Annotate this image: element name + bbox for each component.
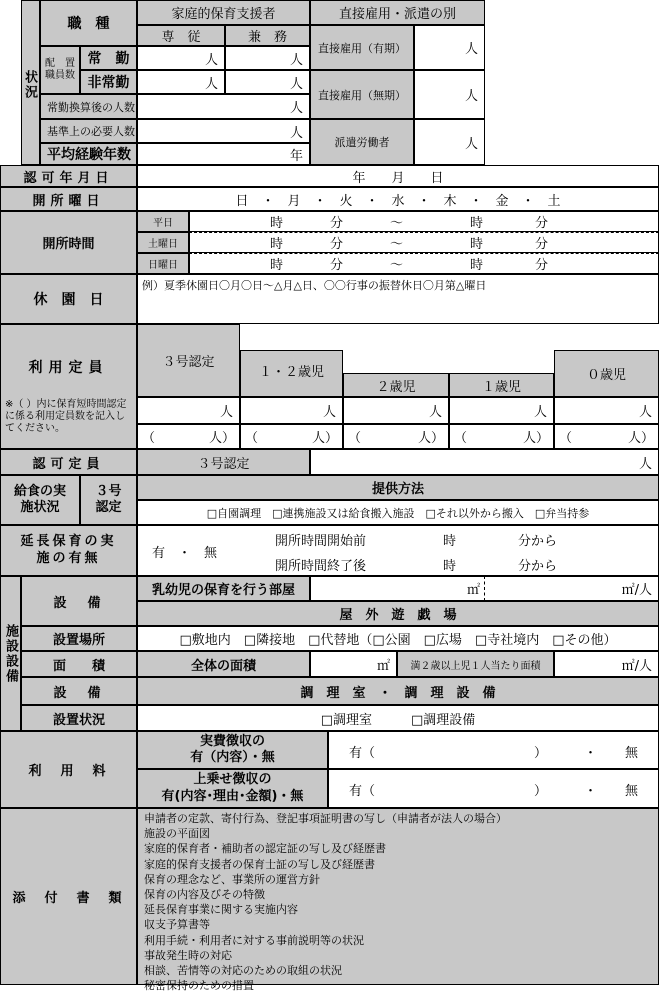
hour-unit: 時 (443, 534, 457, 549)
minute-unit: 分 (535, 237, 549, 252)
hour-unit: 時 (470, 216, 484, 231)
actual-cost-label: 実費徴収の 有（内容）・無 (137, 731, 328, 769)
hour-unit: 時 (270, 216, 284, 231)
minute-from-unit: 分から (518, 534, 558, 549)
meals-cert3-label: ３号 認定 (80, 475, 137, 525)
attachment-item: 家庭的保育支援者の保育士証の写し及び経歴書 (144, 857, 375, 871)
hour-unit: 時 (270, 258, 284, 273)
minute-unit: 分 (535, 258, 549, 273)
per-child-area-label: 満２歳以上児１人当たり面積 (397, 651, 554, 677)
job-type-header: 職 種 (40, 0, 137, 46)
meals-label: 給食の実施状況 (0, 475, 80, 525)
full-time-concurrent-field[interactable]: 人 (225, 46, 310, 70)
dot: ・ (584, 784, 598, 799)
weekday-label: 平日 (137, 211, 189, 232)
employment-header: 直接雇用・派遣の別 (310, 0, 485, 25)
avg-exp-field[interactable]: 年 (137, 143, 310, 165)
attachment-item: 保育の内容及びその特徴 (144, 888, 265, 902)
direct-open-field[interactable]: 人 (414, 70, 485, 119)
section-status-label: 状況 (21, 0, 40, 165)
part-time-concurrent-field[interactable]: 人 (225, 70, 310, 94)
attachment-item: 収支予算書等 (144, 918, 210, 932)
kitchen-header: 調 理 室 ・ 調 理 設 備 (137, 677, 659, 705)
extended-after-label: 開所時間終了後 (275, 559, 367, 574)
age0-header: ０歳児 (554, 350, 659, 397)
install-status-label: 設置状況 (21, 705, 137, 731)
location-options-field[interactable]: □敷地内 □隣接地 □代替地（□公園 □広場 □寺社境内 □その他） (137, 626, 659, 651)
hour-unit: 時 (443, 559, 457, 574)
unit: 人 (219, 405, 233, 420)
age1-header: １歳児 (449, 373, 554, 397)
total-area-field[interactable]: ㎡ (310, 651, 397, 677)
infant-room-area-field[interactable] (310, 576, 485, 601)
holiday-example: 例）夏季休園日〇月〇日〜△月△日、〇〇行事の振替休日〇月第△曜日 (142, 279, 487, 292)
sunday-label: 日曜日 (137, 253, 189, 274)
minute-unit: 分 (330, 216, 344, 231)
unit: 人 (638, 405, 652, 420)
direct-open-label: 直接雇用（無期） (310, 70, 414, 119)
attachment-item: 相談、苦情等の対応のための取組の状況 (144, 964, 342, 978)
open-days-label: 開所曜日 (0, 187, 137, 211)
paren-open: （ (142, 431, 156, 446)
tilde: 〜 (390, 237, 404, 252)
meals-options-field[interactable]: □自園調理 □連携施設又は給食搬入施設 □それ以外から搬入 □弁当持参 (137, 500, 659, 525)
unit: 人 (322, 405, 336, 420)
dispatch-field[interactable]: 人 (414, 119, 485, 165)
age12-short-field[interactable] (240, 424, 343, 449)
area-label: 面 積 (21, 651, 137, 677)
provider-header: 家庭的保育支援者 (137, 0, 310, 25)
age1-short-field[interactable] (449, 424, 554, 449)
paren-close: 人） (522, 431, 549, 446)
dispatch-label: 派遣労働者 (310, 119, 414, 165)
sunday-hours-row[interactable] (189, 253, 659, 274)
fees-label: 利 用 料 (0, 731, 137, 808)
dot: ・ (584, 746, 598, 761)
hour-unit: 時 (270, 237, 284, 252)
age2-short-field[interactable] (343, 424, 449, 449)
staff-count-label: 配 置 職員数 (40, 46, 80, 94)
paren-open: （ (559, 431, 573, 446)
infant-room-label: 乳幼児の保育を行う部屋 (137, 576, 310, 601)
paren-open: （ (245, 431, 259, 446)
minute-unit: 分 (330, 237, 344, 252)
age12-capacity-field[interactable] (240, 397, 343, 424)
saturday-hours-row[interactable] (189, 232, 659, 253)
attachment-item: 利用手続・利用者に対する事前説明等の状況 (144, 933, 364, 947)
age0-short-field[interactable] (554, 424, 659, 449)
location-label: 設置場所 (21, 626, 137, 651)
attachment-item: 延長保育事業に関する実施内容 (144, 903, 298, 917)
licensed-cert3-label: ３号認定 (137, 449, 310, 475)
cert3-short-field[interactable] (137, 424, 240, 449)
capacity-label: 利用定員 (28, 360, 109, 376)
equipment2-label: 設 備 (21, 677, 137, 705)
extra-charge-field[interactable] (328, 769, 659, 808)
minute-unit: 分 (330, 258, 344, 273)
full-time-exclusive-field[interactable]: 人 (137, 46, 225, 70)
cert3-header-label: ３号認定 (162, 355, 215, 370)
paren-open: （ (348, 431, 362, 446)
age2-header: ２歳児 (343, 373, 449, 397)
attachments-list (137, 808, 659, 993)
unit: 人 (533, 405, 547, 420)
cert3-header (137, 324, 240, 397)
avg-exp-label: 平均経験年数 (40, 143, 137, 165)
holiday-label: 休 園 日 (0, 274, 137, 324)
open-days-field[interactable]: 日 ・ 月 ・ 火 ・ 水 ・ 木 ・ 金 ・ 土 (137, 187, 659, 211)
tilde: 〜 (390, 258, 404, 273)
age12-header (240, 350, 343, 397)
unit: 人 (428, 405, 442, 420)
direct-fixed-field[interactable]: 人 (414, 25, 485, 70)
part-time-exclusive-field[interactable]: 人 (137, 70, 225, 94)
actual-cost-field[interactable] (328, 731, 659, 769)
age0-capacity-field[interactable] (554, 397, 659, 424)
minute-from-unit: 分から (518, 559, 558, 574)
paren-close: 人） (311, 431, 338, 446)
no: 無 (625, 746, 639, 761)
attachment-item: 施設の平面図 (144, 827, 210, 841)
extra-charge-label: 上乗せ徴収の 有(内容･理由･金額)・無 (137, 769, 328, 808)
direct-fixed-label: 直接雇用（有期） (310, 25, 414, 70)
paren-close: 人） (417, 431, 444, 446)
attachment-item: 事故発生時の対応 (144, 948, 232, 962)
weekday-hours-row[interactable] (189, 211, 659, 232)
close-paren: ） (534, 746, 548, 761)
fte-label: 常勤換算後の人数 (40, 94, 137, 119)
capacity-label-cell (0, 324, 137, 449)
tilde: 〜 (390, 216, 404, 231)
facility-label: 施設設備 (0, 576, 21, 731)
yes-open: 有（ (349, 784, 376, 799)
open-hours-label: 開所時間 (0, 211, 137, 274)
extended-label: 延長保育の実施の有無 (0, 525, 137, 576)
required-field[interactable]: 人 (137, 119, 310, 143)
hour-unit: 時 (470, 258, 484, 273)
fte-field[interactable]: 人 (137, 94, 310, 119)
attachment-item: 家庭的保育者・補助者の認定証の写し及び経歴書 (144, 842, 386, 856)
age2-capacity-field[interactable] (343, 397, 449, 424)
attachment-item: 申請者の定款、寄付行為、登記事項証明書の写し（申請者が法人の場合） (144, 812, 507, 825)
kitchen-options-field[interactable]: □調理室 □調理設備 (137, 705, 659, 731)
minute-unit: 分 (535, 216, 549, 231)
total-area-label: 全体の面積 (137, 651, 310, 677)
playground-header: 屋 外 遊 戯 場 (137, 601, 659, 626)
infant-room-per-child-field[interactable]: ㎡/人 (485, 576, 659, 601)
paren-close: 人） (208, 431, 235, 446)
full-time-label: 常 勤 (80, 46, 137, 70)
extended-field[interactable] (137, 525, 659, 576)
capacity-note: ※（ ）内に保育短時間認定に係る利用定員数を記入してください。 (5, 399, 127, 434)
approval-date-field[interactable]: 年 月 日 (137, 165, 659, 187)
attachment-item: 保育の理念など、事業所の運営方針 (144, 872, 320, 886)
no: 無 (625, 784, 639, 799)
hour-unit: 時 (470, 237, 484, 252)
extended-yes-no: 有 ・ 無 (152, 546, 218, 561)
per-child-area-field[interactable]: ㎡/人 (554, 651, 659, 677)
licensed-capacity-field[interactable]: 人 (310, 449, 659, 475)
required-label: 基準上の必要人数 (40, 119, 137, 143)
licensed-capacity-label: 認可定員 (0, 449, 137, 475)
saturday-label: 土曜日 (137, 232, 189, 253)
approval-date-label: 認可年月日 (0, 165, 137, 187)
part-time-label: 非常勤 (80, 70, 137, 94)
age12-header-label: １・２歳児 (258, 365, 324, 380)
extended-before-label: 開所時間開始前 (275, 534, 367, 549)
paren-open: （ (454, 431, 468, 446)
concurrent-header: 兼 務 (225, 25, 310, 46)
holiday-field[interactable] (137, 274, 659, 324)
yes-open: 有（ (349, 746, 376, 761)
attachments-label: 添 付 書 類 (0, 808, 137, 985)
equipment-label: 設 備 (21, 576, 137, 626)
paren-close: 人） (627, 431, 654, 446)
meals-method-header: 提供方法 (137, 475, 659, 500)
exclusive-header: 専 従 (137, 25, 225, 46)
attachment-item: 秘密保持のための措置 (144, 979, 254, 993)
cert3-capacity-field[interactable] (137, 397, 240, 424)
close-paren: ） (534, 784, 548, 799)
sqm-unit: ㎡ (466, 583, 480, 598)
age1-capacity-field[interactable] (449, 397, 554, 424)
